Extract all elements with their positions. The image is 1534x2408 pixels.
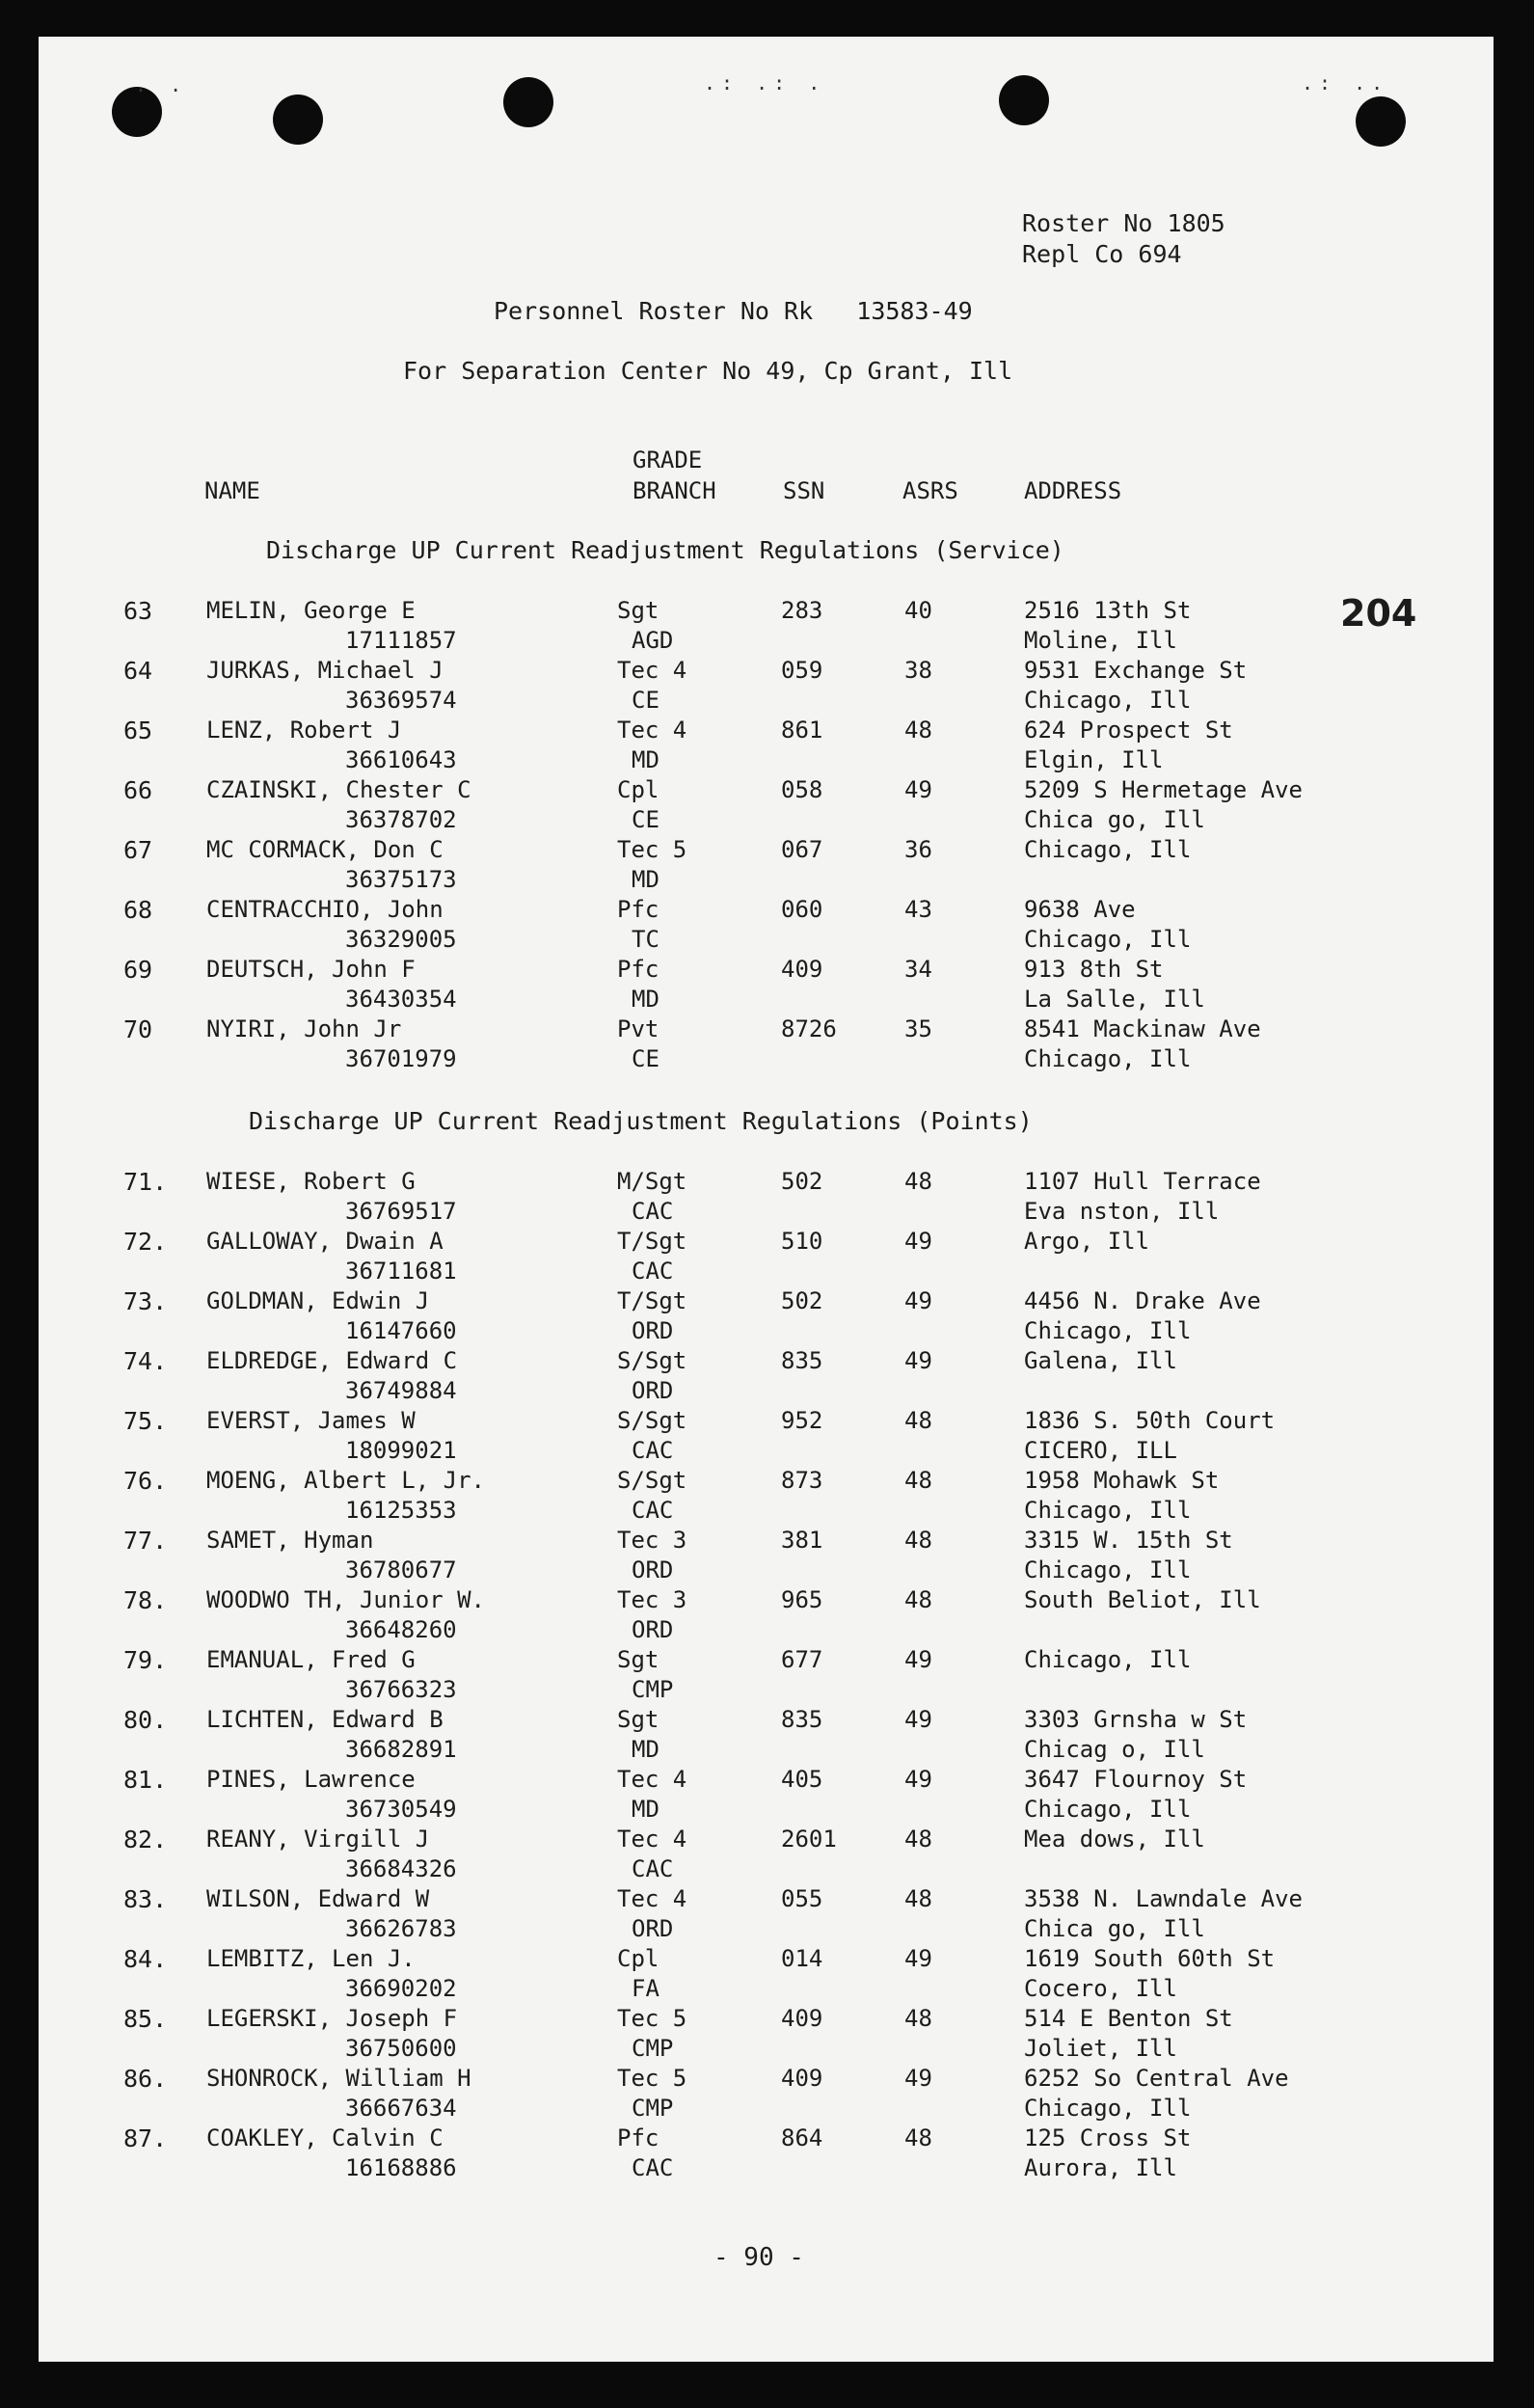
cell-asrs: 48 — [904, 2005, 932, 2032]
cell-num: 72. — [123, 1228, 168, 1256]
section-heading-points: Discharge UP Current Readjustment Regulations (Points) — [249, 1107, 1033, 1135]
cell-num: 82. — [123, 1826, 168, 1853]
cell-ssn: 952 — [781, 1407, 823, 1434]
cell-branch: MD — [632, 1796, 659, 1823]
cell-addr1: 3303 Grnsha w St — [1024, 1706, 1248, 1733]
cell-asrs: 48 — [904, 1586, 932, 1613]
cell-serial: 36369574 — [345, 687, 457, 714]
cell-branch: CAC — [632, 1855, 674, 1882]
table-row — [39, 1645, 1494, 1705]
cell-grade: Tec 5 — [617, 836, 687, 863]
speck-marks: .: .: . — [704, 71, 826, 95]
cell-num: 74. — [123, 1347, 168, 1375]
cell-ssn: 381 — [781, 1527, 823, 1554]
cell-serial: 36329005 — [345, 926, 457, 953]
cell-branch: ORD — [632, 1556, 674, 1583]
cell-grade: S/Sgt — [617, 1467, 687, 1494]
cell-addr1: 1958 Mohawk St — [1024, 1467, 1220, 1494]
cell-grade: Tec 3 — [617, 1527, 687, 1554]
table-row — [39, 1705, 1494, 1765]
cell-name: MELIN, George E — [206, 597, 416, 624]
table-row — [39, 1884, 1494, 1944]
cell-name: LEMBITZ, Len J. — [206, 1945, 416, 1972]
cell-addr1: 1836 S. 50th Court — [1024, 1407, 1276, 1434]
cell-num: 80. — [123, 1706, 168, 1734]
cell-grade: Tec 4 — [617, 1826, 687, 1853]
cell-num: 85. — [123, 2005, 168, 2033]
cell-name: WOODWO TH, Junior W. — [206, 1586, 485, 1613]
cell-asrs: 49 — [904, 1945, 932, 1972]
cell-branch: CAC — [632, 1437, 674, 1464]
section-heading-service: Discharge UP Current Readjustment Regulations (Service) — [266, 536, 1064, 564]
cell-asrs: 49 — [904, 776, 932, 803]
cell-addr1: Argo, Ill — [1024, 1228, 1150, 1255]
cell-addr2: Chica go, Ill — [1024, 806, 1205, 833]
cell-branch: FA — [632, 1975, 659, 2002]
cell-grade: S/Sgt — [617, 1407, 687, 1434]
roster-number: Roster No 1805 — [1022, 209, 1225, 237]
table-row — [39, 1015, 1494, 1074]
column-header-name: NAME — [204, 477, 260, 504]
cell-addr2: Elgin, Ill — [1024, 746, 1164, 773]
page-number: - 90 - — [713, 2243, 804, 2272]
cell-name: CZAINSKI, Chester C — [206, 776, 471, 803]
cell-branch: CE — [632, 806, 659, 833]
cell-serial: 36749884 — [345, 1377, 457, 1404]
cell-addr1: 913 8th St — [1024, 956, 1164, 983]
cell-serial: 36750600 — [345, 2035, 457, 2062]
table-row — [39, 656, 1494, 716]
cell-ssn: 014 — [781, 1945, 823, 1972]
cell-addr1: Mea dows, Ill — [1024, 1826, 1205, 1853]
cell-asrs: 48 — [904, 1467, 932, 1494]
cell-asrs: 49 — [904, 1287, 932, 1314]
cell-grade: Tec 3 — [617, 1586, 687, 1613]
cell-addr2: Chicago, Ill — [1024, 1045, 1192, 1072]
cell-num: 63 — [123, 597, 153, 625]
cell-branch: CMP — [632, 2095, 674, 2122]
cell-ssn: 2601 — [781, 1826, 837, 1853]
cell-branch: ORD — [632, 1915, 674, 1942]
cell-branch: MD — [632, 1736, 659, 1763]
cell-serial: 36682891 — [345, 1736, 457, 1763]
cell-num: 77. — [123, 1527, 168, 1555]
cell-asrs: 49 — [904, 1228, 932, 1255]
cell-addr1: 125 Cross St — [1024, 2124, 1192, 2151]
cell-addr2: La Salle, Ill — [1024, 986, 1205, 1013]
cell-addr1: 3538 N. Lawndale Ave — [1024, 1885, 1303, 1912]
cell-ssn: 8726 — [781, 1015, 837, 1042]
cell-ssn: 409 — [781, 956, 823, 983]
cell-name: LEGERSKI, Joseph F — [206, 2005, 458, 2032]
cell-branch: CAC — [632, 1198, 674, 1225]
table-row — [39, 1406, 1494, 1466]
cell-serial: 36769517 — [345, 1198, 457, 1225]
cell-ssn: 861 — [781, 717, 823, 744]
cell-grade: Pfc — [617, 2124, 659, 2151]
cell-branch: CAC — [632, 1258, 674, 1285]
cell-num: 83. — [123, 1885, 168, 1913]
cell-addr2: CICERO, ILL — [1024, 1437, 1177, 1464]
cell-addr2: Cocero, Ill — [1024, 1975, 1177, 2002]
cell-serial: 16125353 — [345, 1497, 457, 1524]
cell-serial: 36690202 — [345, 1975, 457, 2002]
cell-name: WIESE, Robert G — [206, 1168, 416, 1195]
cell-addr1: 3315 W. 15th St — [1024, 1527, 1233, 1554]
cell-addr2: Chicago, Ill — [1024, 1796, 1192, 1823]
cell-addr1: 1107 Hull Terrace — [1024, 1168, 1261, 1195]
cell-addr2: Chicag o, Ill — [1024, 1736, 1205, 1763]
cell-name: GOLDMAN, Edwin J — [206, 1287, 430, 1314]
cell-serial: 36430354 — [345, 986, 457, 1013]
speck-marks: .: .. — [1302, 71, 1389, 95]
cell-num: 81. — [123, 1766, 168, 1794]
cell-grade: S/Sgt — [617, 1347, 687, 1374]
cell-ssn: 965 — [781, 1586, 823, 1613]
cell-name: REANY, Virgill J — [206, 1826, 430, 1853]
cell-asrs: 48 — [904, 1168, 932, 1195]
cell-asrs: 49 — [904, 1646, 932, 1673]
cell-name: MC CORMACK, Don C — [206, 836, 444, 863]
document-page — [39, 37, 1494, 2362]
cell-grade: Sgt — [617, 1646, 659, 1673]
cell-ssn: 835 — [781, 1347, 823, 1374]
table-row — [39, 2004, 1494, 2064]
cell-asrs: 43 — [904, 896, 932, 923]
cell-num: 67 — [123, 836, 153, 864]
column-header-grade: GRADE — [632, 446, 703, 473]
cell-branch: CE — [632, 1045, 659, 1072]
cell-addr2: Chica go, Ill — [1024, 1915, 1205, 1942]
cell-serial: 36701979 — [345, 1045, 457, 1072]
cell-addr1: 514 E Benton St — [1024, 2005, 1233, 2032]
cell-asrs: 49 — [904, 1347, 932, 1374]
cell-serial: 36626783 — [345, 1915, 457, 1942]
table-row — [39, 1825, 1494, 1884]
cell-addr2: Eva nston, Ill — [1024, 1198, 1220, 1225]
cell-serial: 17111857 — [345, 627, 457, 654]
cell-addr1: 5209 S Hermetage Ave — [1024, 776, 1303, 803]
cell-name: DEUTSCH, John F — [206, 956, 416, 983]
cell-grade: Cpl — [617, 1945, 659, 1972]
cell-num: 68 — [123, 896, 153, 924]
cell-ssn: 059 — [781, 657, 823, 684]
cell-addr1: 2516 13th St — [1024, 597, 1192, 624]
cell-addr1: 8541 Mackinaw Ave — [1024, 1015, 1261, 1042]
cell-branch: AGD — [632, 627, 674, 654]
cell-num: 65 — [123, 717, 153, 744]
table-row — [39, 596, 1494, 656]
cell-branch: CAC — [632, 1497, 674, 1524]
cell-addr2: Moline, Ill — [1024, 627, 1177, 654]
cell-addr1: Galena, Ill — [1024, 1347, 1177, 1374]
cell-addr2: Chicago, Ill — [1024, 1497, 1192, 1524]
cell-num: 70 — [123, 1015, 153, 1043]
cell-num: 71. — [123, 1168, 168, 1196]
cell-name: GALLOWAY, Dwain A — [206, 1228, 444, 1255]
cell-branch: MD — [632, 986, 659, 1013]
cell-ssn: 405 — [781, 1766, 823, 1793]
cell-addr2: Chicago, Ill — [1024, 926, 1192, 953]
cell-addr1: 9638 Ave — [1024, 896, 1136, 923]
cell-serial: 36711681 — [345, 1258, 457, 1285]
cell-serial: 18099021 — [345, 1437, 457, 1464]
cell-asrs: 48 — [904, 717, 932, 744]
cell-name: JURKAS, Michael J — [206, 657, 444, 684]
cell-grade: Cpl — [617, 776, 659, 803]
cell-num: 86. — [123, 2065, 168, 2093]
cell-ssn: 058 — [781, 776, 823, 803]
cell-grade: Tec 5 — [617, 2065, 687, 2092]
cell-name: MOENG, Albert L, Jr. — [206, 1467, 485, 1494]
cell-ssn: 409 — [781, 2005, 823, 2032]
cell-asrs: 49 — [904, 2065, 932, 2092]
cell-num: 75. — [123, 1407, 168, 1435]
table-row — [39, 1227, 1494, 1286]
punch-hole — [999, 75, 1049, 125]
table-row — [39, 895, 1494, 955]
cell-ssn: 409 — [781, 2065, 823, 2092]
cell-serial: 16147660 — [345, 1317, 457, 1344]
table-row — [39, 1286, 1494, 1346]
cell-name: NYIRI, John Jr — [206, 1015, 402, 1042]
cell-num: 69 — [123, 956, 153, 984]
cell-serial: 36780677 — [345, 1556, 457, 1583]
cell-serial: 36610643 — [345, 746, 457, 773]
cell-ssn: 055 — [781, 1885, 823, 1912]
cell-num: 84. — [123, 1945, 168, 1973]
cell-name: CENTRACCHIO, John — [206, 896, 444, 923]
cell-addr1: Chicago, Ill — [1024, 836, 1192, 863]
cell-branch: CAC — [632, 2154, 674, 2181]
cell-grade: Pfc — [617, 956, 659, 983]
cell-serial: 36667634 — [345, 2095, 457, 2122]
table-row — [39, 1526, 1494, 1585]
cell-asrs: 48 — [904, 1826, 932, 1853]
table-row — [39, 775, 1494, 835]
cell-name: PINES, Lawrence — [206, 1766, 416, 1793]
cell-grade: Tec 4 — [617, 1766, 687, 1793]
column-header-address: ADDRESS — [1024, 477, 1122, 504]
cell-name: LICHTEN, Edward B — [206, 1706, 444, 1733]
cell-ssn: 510 — [781, 1228, 823, 1255]
cell-addr2: Joliet, Ill — [1024, 2035, 1177, 2062]
roster-info — [1022, 208, 1225, 270]
cell-asrs: 40 — [904, 597, 932, 624]
cell-branch: ORD — [632, 1616, 674, 1643]
stamp-number: 204 — [1340, 592, 1417, 635]
cell-grade: Pvt — [617, 1015, 659, 1042]
cell-branch: MD — [632, 746, 659, 773]
cell-num: 78. — [123, 1586, 168, 1614]
speck-marks: . . — [135, 73, 188, 96]
cell-ssn: 502 — [781, 1168, 823, 1195]
cell-branch: ORD — [632, 1377, 674, 1404]
cell-addr2: Chicago, Ill — [1024, 687, 1192, 714]
cell-addr1: 3647 Flournoy St — [1024, 1766, 1248, 1793]
cell-addr1: 9531 Exchange St — [1024, 657, 1248, 684]
cell-addr1: 624 Prospect St — [1024, 717, 1233, 744]
cell-asrs: 38 — [904, 657, 932, 684]
table-row — [39, 1944, 1494, 2004]
cell-serial: 36730549 — [345, 1796, 457, 1823]
cell-grade: Pfc — [617, 896, 659, 923]
cell-addr1: South Beliot, Ill — [1024, 1586, 1261, 1613]
cell-asrs: 48 — [904, 1885, 932, 1912]
cell-branch: CMP — [632, 1676, 674, 1703]
cell-grade: Sgt — [617, 597, 659, 624]
cell-grade: T/Sgt — [617, 1287, 687, 1314]
cell-serial: 36648260 — [345, 1616, 457, 1643]
cell-grade: T/Sgt — [617, 1228, 687, 1255]
cell-ssn: 677 — [781, 1646, 823, 1673]
table-row — [39, 1466, 1494, 1526]
cell-ssn: 502 — [781, 1287, 823, 1314]
cell-serial: 36375173 — [345, 866, 457, 893]
cell-branch: CMP — [632, 2035, 674, 2062]
cell-asrs: 49 — [904, 1706, 932, 1733]
cell-addr2: Chicago, Ill — [1024, 1317, 1192, 1344]
table-row — [39, 1167, 1494, 1227]
cell-num: 79. — [123, 1646, 168, 1674]
cell-ssn: 283 — [781, 597, 823, 624]
cell-ssn: 864 — [781, 2124, 823, 2151]
punch-hole — [273, 95, 323, 145]
cell-asrs: 35 — [904, 1015, 932, 1042]
table-row — [39, 1585, 1494, 1645]
cell-ssn: 873 — [781, 1467, 823, 1494]
cell-name: COAKLEY, Calvin C — [206, 2124, 444, 2151]
cell-addr2: Chicago, Ill — [1024, 1556, 1192, 1583]
cell-addr1: 1619 South 60th St — [1024, 1945, 1276, 1972]
cell-branch: MD — [632, 866, 659, 893]
cell-asrs: 48 — [904, 1527, 932, 1554]
cell-name: EVERST, James W — [206, 1407, 416, 1434]
cell-ssn: 060 — [781, 896, 823, 923]
punch-hole — [1356, 96, 1406, 147]
cell-branch: CE — [632, 687, 659, 714]
cell-serial: 16168886 — [345, 2154, 457, 2181]
cell-serial: 36684326 — [345, 1855, 457, 1882]
cell-addr2: Chicago, Ill — [1024, 2095, 1192, 2122]
table-row — [39, 835, 1494, 895]
column-header-asrs: ASRS — [902, 477, 958, 504]
punch-hole — [503, 77, 553, 127]
cell-num: 73. — [123, 1287, 168, 1315]
column-header-ssn: SSN — [783, 477, 825, 504]
cell-num: 87. — [123, 2124, 168, 2152]
page-title: Personnel Roster No Rk 13583-49 — [494, 297, 973, 325]
cell-grade: Sgt — [617, 1706, 659, 1733]
cell-ssn: 067 — [781, 836, 823, 863]
cell-addr1: 6252 So Central Ave — [1024, 2065, 1289, 2092]
table-row — [39, 1346, 1494, 1406]
cell-name: WILSON, Edward W — [206, 1885, 430, 1912]
cell-name: LENZ, Robert J — [206, 717, 402, 744]
cell-asrs: 49 — [904, 1766, 932, 1793]
repl-company: Repl Co 694 — [1022, 240, 1182, 268]
cell-addr1: 4456 N. Drake Ave — [1024, 1287, 1261, 1314]
cell-asrs: 48 — [904, 1407, 932, 1434]
cell-asrs: 48 — [904, 2124, 932, 2151]
cell-grade: Tec 4 — [617, 1885, 687, 1912]
cell-asrs: 36 — [904, 836, 932, 863]
table-row — [39, 1765, 1494, 1825]
table-row — [39, 2124, 1494, 2183]
cell-name: SHONROCK, William H — [206, 2065, 471, 2092]
cell-name: EMANUAL, Fred G — [206, 1646, 416, 1673]
cell-addr1: Chicago, Ill — [1024, 1646, 1192, 1673]
cell-ssn: 835 — [781, 1706, 823, 1733]
page-subtitle: For Separation Center No 49, Cp Grant, Ill — [403, 357, 1013, 385]
cell-grade: Tec 5 — [617, 2005, 687, 2032]
cell-num: 64 — [123, 657, 153, 685]
cell-name: SAMET, Hyman — [206, 1527, 374, 1554]
cell-num: 66 — [123, 776, 153, 804]
column-header-branch: BRANCH — [632, 477, 716, 504]
cell-asrs: 34 — [904, 956, 932, 983]
cell-name: ELDREDGE, Edward C — [206, 1347, 458, 1374]
table-row — [39, 955, 1494, 1015]
cell-num: 76. — [123, 1467, 168, 1495]
cell-serial: 36766323 — [345, 1676, 457, 1703]
cell-branch: TC — [632, 926, 659, 953]
table-row — [39, 716, 1494, 775]
cell-serial: 36378702 — [345, 806, 457, 833]
cell-grade: Tec 4 — [617, 657, 687, 684]
cell-addr2: Aurora, Ill — [1024, 2154, 1177, 2181]
table-row — [39, 2064, 1494, 2124]
cell-grade: M/Sgt — [617, 1168, 687, 1195]
cell-grade: Tec 4 — [617, 717, 687, 744]
cell-branch: ORD — [632, 1317, 674, 1344]
